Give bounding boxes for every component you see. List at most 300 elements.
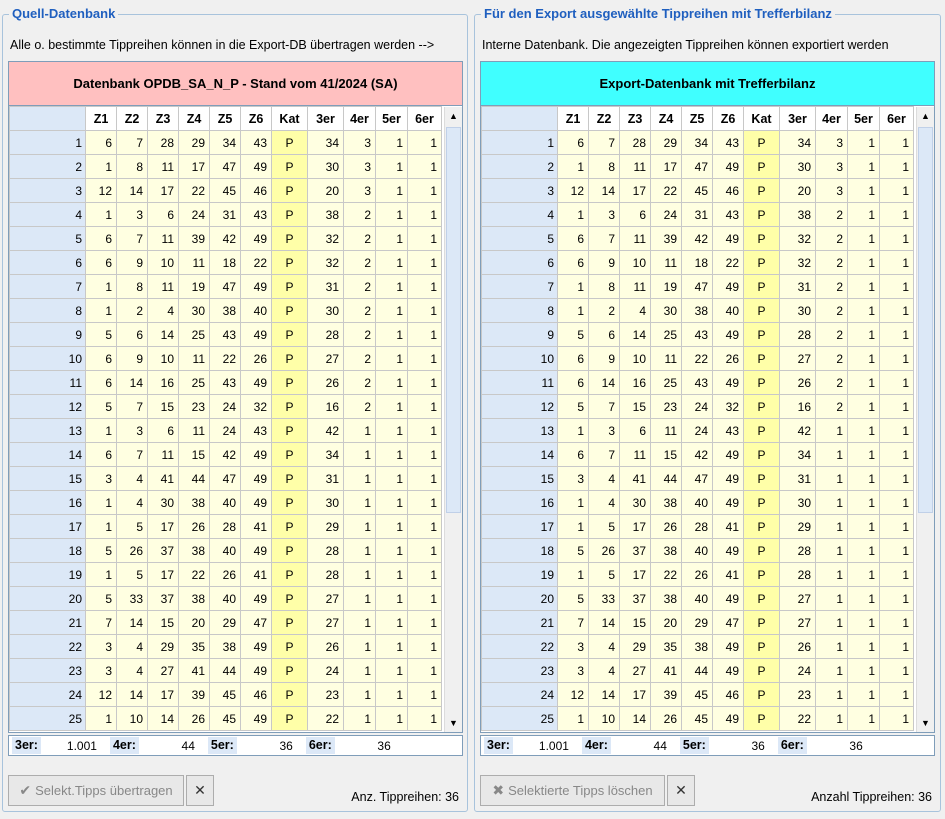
table-row[interactable] xyxy=(10,323,442,347)
row-number[interactable]: 15 xyxy=(482,467,558,491)
row-number[interactable]: 17 xyxy=(10,515,86,539)
table-cell: 1 xyxy=(408,515,442,539)
table-cell: 42 xyxy=(308,419,344,443)
table-cell: 1 xyxy=(816,635,848,659)
row-number[interactable]: 6 xyxy=(482,251,558,275)
row-number[interactable]: 24 xyxy=(482,683,558,707)
table-row[interactable] xyxy=(482,131,914,155)
table-cell: 46 xyxy=(241,683,272,707)
table-row[interactable] xyxy=(10,467,442,491)
row-number[interactable]: 12 xyxy=(10,395,86,419)
table-row[interactable] xyxy=(482,203,914,227)
column-header[interactable]: Z6 xyxy=(713,107,744,131)
table-cell: 26 xyxy=(780,371,816,395)
stat-value: 44 xyxy=(181,738,195,753)
table-row[interactable] xyxy=(10,611,442,635)
table-row[interactable] xyxy=(10,395,442,419)
table-cell: 39 xyxy=(179,683,210,707)
table-cell: 30 xyxy=(651,299,682,323)
table-cell: 8 xyxy=(117,275,148,299)
row-number[interactable]: 16 xyxy=(482,491,558,515)
table-row[interactable] xyxy=(482,515,914,539)
table-cell: 1 xyxy=(376,635,408,659)
row-number[interactable]: 10 xyxy=(482,347,558,371)
source-close-button[interactable] xyxy=(186,775,214,806)
row-number[interactable]: 4 xyxy=(482,203,558,227)
table-row[interactable] xyxy=(10,683,442,707)
stat-label: 5er: xyxy=(680,737,709,754)
table-cell: 43 xyxy=(682,371,713,395)
table-cell: 1 xyxy=(376,515,408,539)
table-cell: 16 xyxy=(308,395,344,419)
column-header[interactable]: Z1 xyxy=(558,107,589,131)
column-header[interactable]: Z3 xyxy=(148,107,179,131)
table-cell: 45 xyxy=(210,179,241,203)
table-cell: 1 xyxy=(880,467,914,491)
table-cell: 1 xyxy=(880,419,914,443)
source-table[interactable] xyxy=(9,106,442,731)
table-cell: 1 xyxy=(344,563,376,587)
table-row[interactable] xyxy=(10,563,442,587)
table-cell: 3 xyxy=(589,419,620,443)
table-row[interactable] xyxy=(10,419,442,443)
export-table[interactable] xyxy=(481,106,914,731)
row-number[interactable]: 2 xyxy=(10,155,86,179)
table-row[interactable] xyxy=(10,443,442,467)
row-number[interactable]: 11 xyxy=(482,371,558,395)
row-number[interactable]: 25 xyxy=(10,707,86,731)
table-cell: 49 xyxy=(241,155,272,179)
scroll-down-icon[interactable]: ▼ xyxy=(449,718,458,728)
column-header[interactable]: Z6 xyxy=(241,107,272,131)
table-cell: 34 xyxy=(308,131,344,155)
table-cell: 1 xyxy=(848,371,880,395)
row-number[interactable]: 22 xyxy=(10,635,86,659)
table-cell: 1 xyxy=(408,635,442,659)
table-cell: 16 xyxy=(148,371,179,395)
table-cell: 31 xyxy=(210,203,241,227)
table-cell: 16 xyxy=(780,395,816,419)
table-row[interactable] xyxy=(482,155,914,179)
row-number[interactable]: 25 xyxy=(482,707,558,731)
table-cell: 1 xyxy=(376,467,408,491)
table-row[interactable] xyxy=(10,491,442,515)
column-header[interactable]: Z4 xyxy=(179,107,210,131)
row-number[interactable]: 2 xyxy=(482,155,558,179)
table-cell: 4 xyxy=(117,635,148,659)
table-cell: 25 xyxy=(179,371,210,395)
table-cell: 24 xyxy=(210,419,241,443)
table-cell: 1 xyxy=(376,707,408,731)
transfer-selected-button[interactable] xyxy=(8,775,184,806)
table-cell: 26 xyxy=(179,707,210,731)
table-cell: 28 xyxy=(308,563,344,587)
table-cell: 1 xyxy=(816,539,848,563)
table-cell: 38 xyxy=(682,635,713,659)
table-cell: 1 xyxy=(816,611,848,635)
table-cell: 8 xyxy=(589,275,620,299)
table-cell: 41 xyxy=(620,467,651,491)
table-row[interactable] xyxy=(482,371,914,395)
table-cell: 41 xyxy=(148,467,179,491)
column-header[interactable]: 4er xyxy=(344,107,376,131)
row-number[interactable]: 12 xyxy=(482,395,558,419)
table-cell: 1 xyxy=(376,323,408,347)
table-cell: 47 xyxy=(682,275,713,299)
column-header[interactable]: Z5 xyxy=(682,107,713,131)
column-header[interactable]: Z1 xyxy=(86,107,117,131)
row-number[interactable]: 17 xyxy=(482,515,558,539)
table-cell: 8 xyxy=(589,155,620,179)
table-cell: 6 xyxy=(86,251,117,275)
scroll-up-icon[interactable]: ▲ xyxy=(921,111,930,121)
column-header[interactable]: 5er xyxy=(376,107,408,131)
table-cell: 45 xyxy=(682,707,713,731)
row-number[interactable]: 8 xyxy=(482,299,558,323)
table-cell: 1 xyxy=(408,539,442,563)
table-cell: 1 xyxy=(816,587,848,611)
table-row[interactable] xyxy=(482,323,914,347)
table-cell: 11 xyxy=(148,227,179,251)
table-cell: 24 xyxy=(682,395,713,419)
table-cell: 11 xyxy=(620,227,651,251)
table-cell: 31 xyxy=(780,467,816,491)
stat-value: 36 xyxy=(377,738,391,753)
row-number[interactable]: 18 xyxy=(482,539,558,563)
table-cell: 5 xyxy=(117,563,148,587)
table-row[interactable] xyxy=(10,515,442,539)
table-cell: 6 xyxy=(86,131,117,155)
table-cell: P xyxy=(272,323,308,347)
row-number[interactable]: 1 xyxy=(482,131,558,155)
row-number[interactable]: 4 xyxy=(10,203,86,227)
table-row[interactable] xyxy=(482,491,914,515)
table-cell: 41 xyxy=(713,563,744,587)
table-cell: 1 xyxy=(408,683,442,707)
table-cell: 23 xyxy=(780,683,816,707)
scroll-thumb[interactable] xyxy=(918,127,933,513)
row-number[interactable]: 9 xyxy=(482,323,558,347)
table-cell: 47 xyxy=(210,467,241,491)
table-row[interactable] xyxy=(482,683,914,707)
table-cell: 1 xyxy=(848,539,880,563)
row-number[interactable]: 6 xyxy=(10,251,86,275)
table-row[interactable] xyxy=(10,371,442,395)
row-number[interactable]: 20 xyxy=(482,587,558,611)
table-cell: 4 xyxy=(620,299,651,323)
table-cell: 20 xyxy=(651,611,682,635)
row-number[interactable]: 14 xyxy=(10,443,86,467)
table-cell: 44 xyxy=(682,659,713,683)
table-cell: 49 xyxy=(241,467,272,491)
table-cell: 1 xyxy=(848,587,880,611)
row-number[interactable]: 5 xyxy=(10,227,86,251)
table-row[interactable] xyxy=(10,539,442,563)
table-row[interactable] xyxy=(482,395,914,419)
column-header[interactable]: 3er xyxy=(308,107,344,131)
row-number[interactable]: 19 xyxy=(10,563,86,587)
table-cell: 2 xyxy=(816,227,848,251)
table-cell: 1 xyxy=(408,611,442,635)
export-grid-banner: Export-Datenbank mit Trefferbilanz xyxy=(481,62,934,106)
table-cell: 3 xyxy=(117,419,148,443)
row-number[interactable]: 3 xyxy=(10,179,86,203)
table-cell: P xyxy=(744,203,780,227)
table-cell: 24 xyxy=(682,419,713,443)
table-cell: 30 xyxy=(620,491,651,515)
table-row[interactable] xyxy=(482,347,914,371)
stat-value: 1.001 xyxy=(538,738,569,753)
table-cell: 14 xyxy=(589,611,620,635)
table-cell: 30 xyxy=(780,299,816,323)
column-header[interactable]: Kat xyxy=(744,107,780,131)
table-cell: 1 xyxy=(848,419,880,443)
table-cell: 5 xyxy=(558,539,589,563)
table-cell: 28 xyxy=(148,131,179,155)
row-number[interactable]: 21 xyxy=(482,611,558,635)
table-cell: 26 xyxy=(780,635,816,659)
table-row[interactable] xyxy=(10,251,442,275)
table-row[interactable] xyxy=(10,131,442,155)
table-cell: 5 xyxy=(86,395,117,419)
row-number[interactable]: 7 xyxy=(10,275,86,299)
table-cell: 38 xyxy=(682,299,713,323)
table-cell: 11 xyxy=(651,251,682,275)
table-cell: 4 xyxy=(148,299,179,323)
table-cell: 1 xyxy=(344,611,376,635)
table-cell: 1 xyxy=(848,563,880,587)
row-number[interactable]: 23 xyxy=(10,659,86,683)
source-grid[interactable] xyxy=(8,61,463,733)
row-number[interactable]: 14 xyxy=(482,443,558,467)
column-header[interactable]: 4er xyxy=(816,107,848,131)
table-row[interactable] xyxy=(10,275,442,299)
table-cell: 1 xyxy=(376,443,408,467)
table-cell: 2 xyxy=(816,275,848,299)
table-cell: 14 xyxy=(620,323,651,347)
table-row[interactable] xyxy=(482,659,914,683)
table-cell: 1 xyxy=(558,515,589,539)
table-cell: 7 xyxy=(589,443,620,467)
table-cell: 22 xyxy=(651,179,682,203)
delete-selected-button[interactable] xyxy=(480,775,665,806)
table-cell: 3 xyxy=(816,155,848,179)
table-row[interactable] xyxy=(482,299,914,323)
column-header[interactable]: Z4 xyxy=(651,107,682,131)
table-row[interactable] xyxy=(482,275,914,299)
table-cell: 1 xyxy=(344,419,376,443)
export-close-button[interactable] xyxy=(667,775,695,806)
table-row[interactable] xyxy=(10,227,442,251)
table-cell: P xyxy=(744,467,780,491)
table-cell: 26 xyxy=(308,635,344,659)
table-cell: 17 xyxy=(651,155,682,179)
row-number[interactable]: 15 xyxy=(10,467,86,491)
table-cell: 27 xyxy=(308,347,344,371)
table-cell: 6 xyxy=(86,227,117,251)
table-row[interactable] xyxy=(10,347,442,371)
source-group-title: Quell-Datenbank xyxy=(9,6,118,21)
table-cell: 26 xyxy=(651,515,682,539)
table-cell: P xyxy=(272,203,308,227)
table-row[interactable] xyxy=(482,467,914,491)
table-cell: 49 xyxy=(241,587,272,611)
table-cell: 1 xyxy=(408,563,442,587)
table-cell: 1 xyxy=(376,683,408,707)
table-cell: 49 xyxy=(713,707,744,731)
table-cell: 1 xyxy=(880,347,914,371)
table-cell: 9 xyxy=(589,251,620,275)
table-row[interactable] xyxy=(482,419,914,443)
table-cell: 12 xyxy=(558,683,589,707)
table-cell: 34 xyxy=(308,443,344,467)
table-cell: 11 xyxy=(620,155,651,179)
row-number[interactable]: 16 xyxy=(10,491,86,515)
table-row[interactable] xyxy=(482,227,914,251)
column-header[interactable]: 6er xyxy=(408,107,442,131)
row-number[interactable]: 18 xyxy=(10,539,86,563)
table-cell: 1 xyxy=(408,467,442,491)
table-row[interactable] xyxy=(482,539,914,563)
table-cell: 1 xyxy=(880,131,914,155)
table-cell: 1 xyxy=(880,563,914,587)
table-cell: 41 xyxy=(179,659,210,683)
scroll-up-icon[interactable]: ▲ xyxy=(449,111,458,121)
table-cell: 49 xyxy=(241,539,272,563)
column-header[interactable]: 5er xyxy=(848,107,880,131)
table-cell: 25 xyxy=(179,323,210,347)
table-row[interactable] xyxy=(10,659,442,683)
row-number[interactable]: 9 xyxy=(10,323,86,347)
table-row[interactable] xyxy=(482,443,914,467)
source-scrollbar[interactable] xyxy=(444,107,462,732)
table-row[interactable] xyxy=(482,707,914,731)
table-cell: P xyxy=(744,347,780,371)
table-cell: 5 xyxy=(589,515,620,539)
row-number[interactable]: 11 xyxy=(10,371,86,395)
row-number[interactable]: 1 xyxy=(10,131,86,155)
table-cell: 44 xyxy=(651,467,682,491)
table-cell: 1 xyxy=(848,635,880,659)
column-header[interactable]: Z5 xyxy=(210,107,241,131)
column-header[interactable]: Z2 xyxy=(589,107,620,131)
table-cell: 6 xyxy=(620,203,651,227)
table-cell: 47 xyxy=(682,155,713,179)
table-row[interactable] xyxy=(482,635,914,659)
table-row[interactable] xyxy=(482,611,914,635)
table-cell: 1 xyxy=(848,323,880,347)
table-row[interactable] xyxy=(10,155,442,179)
table-row[interactable] xyxy=(10,707,442,731)
table-cell: 17 xyxy=(148,563,179,587)
table-cell: P xyxy=(744,251,780,275)
table-cell: 28 xyxy=(682,515,713,539)
row-number[interactable]: 21 xyxy=(10,611,86,635)
table-cell: 11 xyxy=(148,443,179,467)
table-cell: 38 xyxy=(651,491,682,515)
table-row[interactable] xyxy=(482,587,914,611)
table-cell: 1 xyxy=(816,491,848,515)
table-cell: 41 xyxy=(713,515,744,539)
table-cell: P xyxy=(744,515,780,539)
table-cell: 19 xyxy=(179,275,210,299)
table-cell: 6 xyxy=(558,371,589,395)
table-cell: 1 xyxy=(376,563,408,587)
table-cell: 42 xyxy=(682,443,713,467)
table-cell: 43 xyxy=(210,371,241,395)
table-cell: P xyxy=(272,347,308,371)
table-cell: 22 xyxy=(179,563,210,587)
row-number[interactable]: 19 xyxy=(482,563,558,587)
table-cell: 4 xyxy=(589,659,620,683)
close-icon: ✕ xyxy=(194,782,206,798)
table-row[interactable] xyxy=(10,635,442,659)
table-row[interactable] xyxy=(482,563,914,587)
table-row[interactable] xyxy=(482,179,914,203)
table-cell: 22 xyxy=(210,347,241,371)
row-number[interactable]: 10 xyxy=(10,347,86,371)
table-row[interactable] xyxy=(10,179,442,203)
table-cell: 1 xyxy=(408,275,442,299)
table-row[interactable] xyxy=(10,299,442,323)
table-cell: 49 xyxy=(241,323,272,347)
table-cell: 49 xyxy=(241,491,272,515)
row-number[interactable]: 5 xyxy=(482,227,558,251)
row-number[interactable]: 8 xyxy=(10,299,86,323)
row-number[interactable]: 23 xyxy=(482,659,558,683)
table-cell: 1 xyxy=(408,395,442,419)
row-number[interactable]: 13 xyxy=(482,419,558,443)
table-cell: 26 xyxy=(308,371,344,395)
column-header[interactable]: Kat xyxy=(272,107,308,131)
table-cell: 1 xyxy=(408,587,442,611)
table-cell: 1 xyxy=(344,635,376,659)
table-cell: 47 xyxy=(210,275,241,299)
row-number[interactable]: 3 xyxy=(482,179,558,203)
table-cell: 42 xyxy=(210,227,241,251)
table-row[interactable] xyxy=(10,203,442,227)
export-grid[interactable] xyxy=(480,61,935,733)
table-cell: 26 xyxy=(210,563,241,587)
table-cell: 1 xyxy=(408,131,442,155)
table-row[interactable] xyxy=(482,251,914,275)
table-cell: 1 xyxy=(848,227,880,251)
column-header[interactable]: 6er xyxy=(880,107,914,131)
scroll-down-icon[interactable]: ▼ xyxy=(921,718,930,728)
table-cell: 11 xyxy=(651,419,682,443)
row-number[interactable]: 7 xyxy=(482,275,558,299)
column-header[interactable]: 3er xyxy=(780,107,816,131)
export-scrollbar[interactable] xyxy=(916,107,934,732)
table-cell: 41 xyxy=(241,515,272,539)
table-cell: 28 xyxy=(210,515,241,539)
row-number[interactable]: 13 xyxy=(10,419,86,443)
table-cell: 32 xyxy=(308,251,344,275)
row-number[interactable]: 22 xyxy=(482,635,558,659)
table-cell: 5 xyxy=(117,515,148,539)
close-icon: ✕ xyxy=(675,782,687,798)
table-row[interactable] xyxy=(10,587,442,611)
row-number[interactable]: 20 xyxy=(10,587,86,611)
table-cell: 40 xyxy=(241,299,272,323)
table-cell: 30 xyxy=(780,491,816,515)
column-header[interactable]: Z3 xyxy=(620,107,651,131)
table-cell: 35 xyxy=(651,635,682,659)
table-cell: 37 xyxy=(148,539,179,563)
scroll-thumb[interactable] xyxy=(446,127,461,513)
row-number[interactable]: 24 xyxy=(10,683,86,707)
column-header[interactable]: Z2 xyxy=(117,107,148,131)
